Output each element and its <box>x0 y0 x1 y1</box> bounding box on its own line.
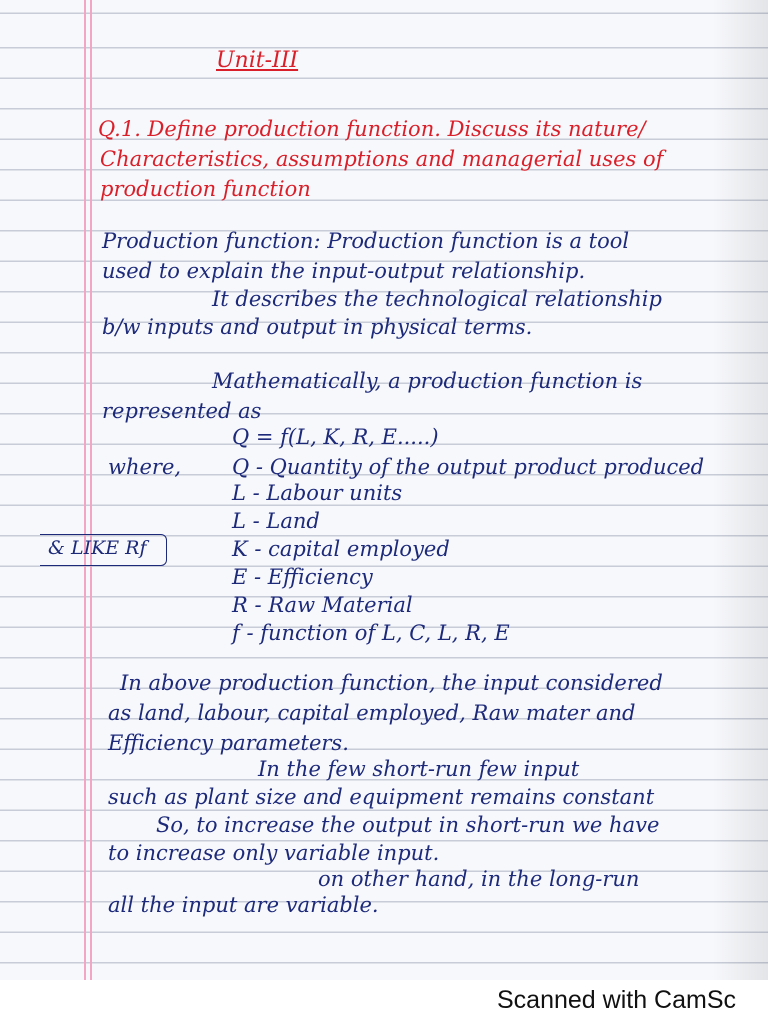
where-item: K - capital employed <box>232 537 450 561</box>
formula: Q = f(L, K, R, E.....) <box>232 425 439 449</box>
where-label: where, <box>108 455 182 479</box>
explanation-line: So, to increase the output in short-run we have <box>156 813 660 837</box>
margin-line <box>84 0 86 980</box>
where-item: E - Efficiency <box>232 565 373 589</box>
explanation-line: on other hand, in the long-run <box>318 867 640 891</box>
scanner-watermark: Scanned with CamSc <box>497 986 737 1014</box>
explanation-line: In the few short-run few input <box>258 757 580 781</box>
explanation-line: as land, labour, capital employed, Raw mater and <box>108 701 636 725</box>
definition-line: Production function: Production function is a tool <box>102 229 630 253</box>
question-line: Q.1. Define production function. Discuss its nature/ <box>98 117 646 141</box>
where-item: f - function of L, C, L, R, E <box>232 621 510 645</box>
page-title: Unit-III <box>216 48 299 73</box>
explanation-line: all the input are variable. <box>108 893 379 917</box>
where-item: Q - Quantity of the output product produced <box>232 455 705 479</box>
margin-line <box>90 0 92 980</box>
definition-line: b/w inputs and output in physical terms. <box>102 315 533 339</box>
explanation-line: Efficiency parameters. <box>108 731 349 755</box>
question-line: Characteristics, assumptions and managerial uses of <box>100 147 664 171</box>
page-shadow <box>712 0 768 980</box>
where-item: L - Land <box>232 509 320 533</box>
where-item: L - Labour units <box>232 481 403 505</box>
where-item: R - Raw Material <box>232 593 413 617</box>
margin-note-box <box>40 534 167 566</box>
explanation-line: In above production function, the input considered <box>120 671 663 695</box>
definition-line: used to explain the input-output relationship. <box>102 259 586 283</box>
question-line: production function <box>100 177 311 201</box>
definition-line: It describes the technological relationship <box>212 287 662 311</box>
explanation-line: such as plant size and equipment remains constant <box>108 785 655 809</box>
formula-intro-line: represented as <box>102 399 262 423</box>
margin-note: & LIKE Rf <box>48 537 147 559</box>
formula-intro-line: Mathematically, a production function is <box>212 369 643 393</box>
explanation-line: to increase only variable input. <box>108 841 440 865</box>
